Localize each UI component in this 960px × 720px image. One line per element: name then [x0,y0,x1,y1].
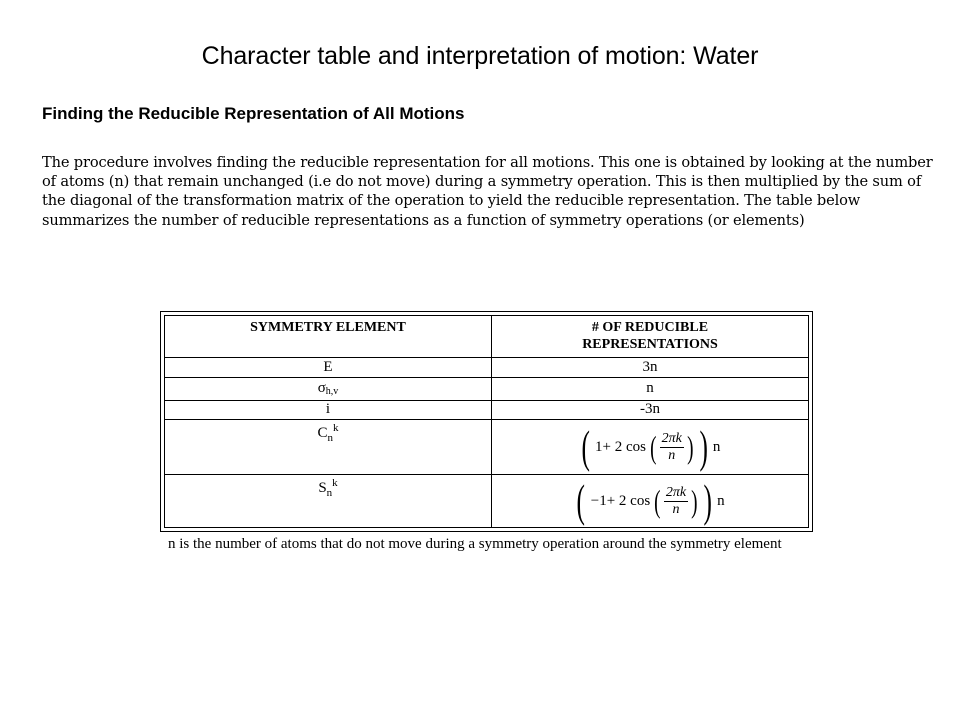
body-paragraph: The procedure involves finding the reducible representation for all motions. This one is obtained by looking at the number of atoms (n) that remain unchanged (i.e do not move) during a symmetry operation. This is then multiplied by the sum of the diagonal of the transformation matrix of the operation to yield the reducible representation. The table below summarizes the number of reducible representations as a function of symmetry operations (or elements) [42,154,933,229]
value-e: 3n [492,358,809,377]
table-header-row [165,316,809,358]
cn-fraction [660,431,684,464]
cn-open-inner-paren: ( [650,429,657,466]
sn-subscript: n [326,487,333,500]
sigma-symbol: σ [317,380,326,397]
element-sn [165,475,492,528]
header-reps-line2: REPRESENTATIONS [582,337,718,352]
table-frame [160,311,813,532]
header-symmetry-element-label: SYMMETRY ELEMENT [250,320,406,335]
element-e: E [165,358,492,377]
table-footnote: n is the number of atoms that do not move during a symmetry operation around the symmetry element [168,536,782,552]
header-symmetry-element [165,316,492,358]
sn-open-outer-paren: ( [576,475,586,527]
header-reducible-representations [492,316,809,358]
value-cn [492,419,809,475]
sn-close-outer-paren: ) [703,475,712,527]
value-sn [492,475,809,528]
sn-symbol: S [318,480,327,497]
element-cn [165,419,492,475]
sn-open-inner-paren: ( [654,483,661,520]
sn-fraction-denominator: n [672,501,680,517]
cn-symbol: C [317,424,328,441]
cn-close-outer-paren: ) [698,421,708,473]
slide-title: Character table and interpretation of motion: Water [201,42,759,70]
value-sigma: n [492,377,809,400]
sn-formula-tail: n [717,492,725,509]
cn-subscript: n [327,431,333,444]
sn-formula [573,475,726,527]
cn-formula-lead: 1+ 2 cos [594,438,646,455]
cn-close-inner-paren: ) [686,429,694,466]
table-row-i [165,400,809,419]
cn-fraction-denominator: n [668,447,676,463]
header-reps-line1: # OF REDUCIBLE [591,320,709,335]
sn-superscript: k [332,477,338,490]
sigma-subscript: h,v [325,386,339,398]
table-row-sn [165,475,809,528]
element-sigma [165,377,492,400]
sn-formula-lead: −1+ 2 cos [590,492,651,509]
table-row-cn [165,419,809,475]
value-i: -3n [492,400,809,419]
sn-close-inner-paren: ) [691,483,698,520]
table-row-e [165,358,809,377]
table-row-sigma [165,377,809,400]
sn-fraction [664,485,688,518]
section-heading: Finding the Reducible Representation of All Motions [42,104,465,123]
cn-fraction-numerator: 2πk [661,430,682,446]
cn-formula-tail: n [712,438,721,455]
symmetry-table [164,315,809,528]
cn-superscript: k [333,421,339,434]
element-i: i [165,400,492,419]
cn-open-outer-paren: ( [581,421,590,473]
sn-fraction-numerator: 2πk [665,484,687,500]
cn-formula [578,421,723,473]
